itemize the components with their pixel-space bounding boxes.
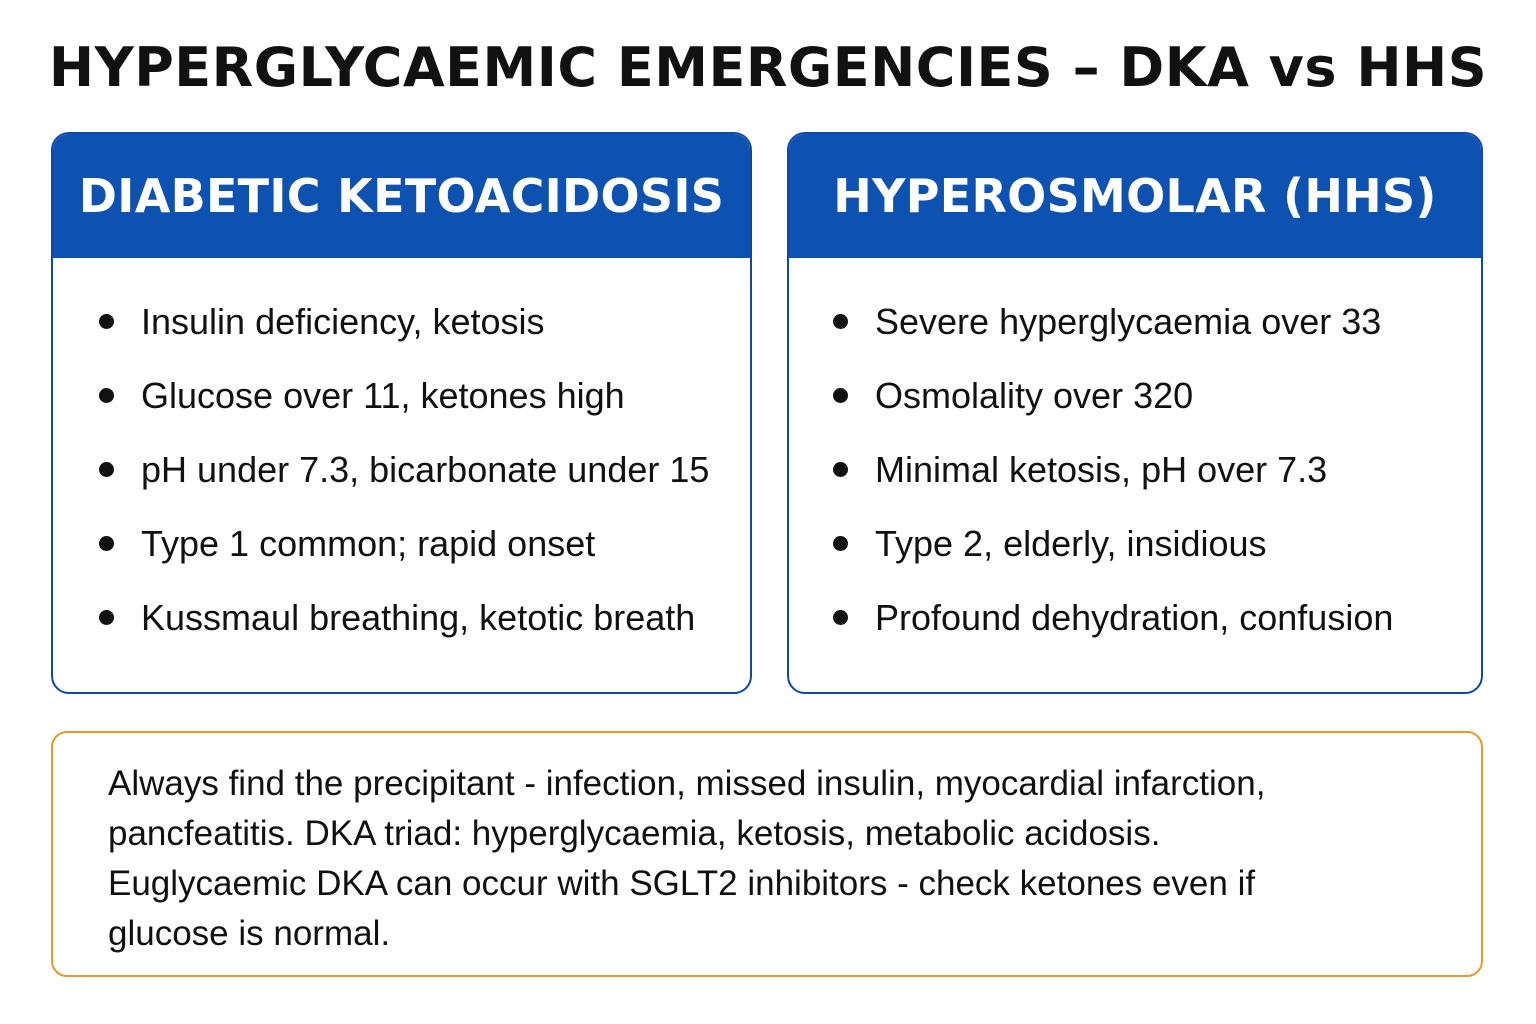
dka-bullet-item: [53, 370, 750, 444]
hhs-bullet-text: Profound dehydration, confusion: [875, 597, 1394, 638]
note-line: glucose is normal.: [108, 914, 391, 953]
bullet-icon: [99, 388, 114, 403]
bullet-icon: [833, 462, 848, 477]
bullet-icon: [99, 536, 114, 551]
dka-bullet-text: Kussmaul breathing, ketotic breath: [141, 597, 696, 638]
hhs-bullet-item: [789, 518, 1481, 592]
page-title: HYPERGLYCAEMIC EMERGENCIES – DKA vs HHS: [48, 36, 1488, 99]
dka-bullet-text: Insulin deficiency, ketosis: [141, 301, 545, 342]
dka-bullet-text: Glucose over 11, ketones high: [141, 375, 625, 416]
note-line: pancfeatitis. DKA triad: hyperglycaemia, ketosis, metabolic acidosis.: [108, 814, 1161, 853]
dka-bullet-list: [53, 258, 750, 666]
bullet-icon: [833, 314, 848, 329]
hhs-bullet-list: [789, 258, 1481, 666]
note-line: Euglycaemic DKA can occur with SGLT2 inhibitors - check ketones even if: [108, 864, 1256, 903]
hhs-bullet-text: Severe hyperglycaemia over 33: [875, 301, 1382, 342]
dka-bullet-item: [53, 444, 750, 518]
precipitant-note-box: [51, 731, 1483, 977]
hhs-bullet-item: [789, 444, 1481, 518]
dka-card-header: DIABETIC KETOACIDOSIS: [53, 134, 750, 258]
bullet-icon: [833, 610, 848, 625]
bullet-icon: [99, 314, 114, 329]
dka-bullet-item: [53, 592, 750, 666]
hhs-bullet-text: Osmolality over 320: [875, 375, 1194, 416]
dka-bullet-item: [53, 296, 750, 370]
bullet-icon: [99, 462, 114, 477]
hhs-bullet-item: [789, 370, 1481, 444]
bullet-icon: [833, 536, 848, 551]
hhs-bullet-text: Minimal ketosis, pH over 7.3: [875, 449, 1328, 490]
hhs-bullet-item: [789, 592, 1481, 666]
bullet-icon: [99, 610, 114, 625]
hhs-card-header: HYPEROSMOLAR (HHS): [789, 134, 1481, 258]
dka-bullet-text: Type 1 common; rapid onset: [141, 523, 596, 564]
dka-card: [51, 132, 752, 694]
hhs-card: [787, 132, 1483, 694]
note-line: Always find the precipitant - infection, missed insulin, myocardial infarction,: [108, 764, 1266, 803]
dka-bullet-text: pH under 7.3, bicarbonate under 15: [141, 449, 710, 490]
hhs-bullet-item: [789, 296, 1481, 370]
bullet-icon: [833, 388, 848, 403]
hhs-bullet-text: Type 2, elderly, insidious: [875, 523, 1267, 564]
dka-bullet-item: [53, 518, 750, 592]
